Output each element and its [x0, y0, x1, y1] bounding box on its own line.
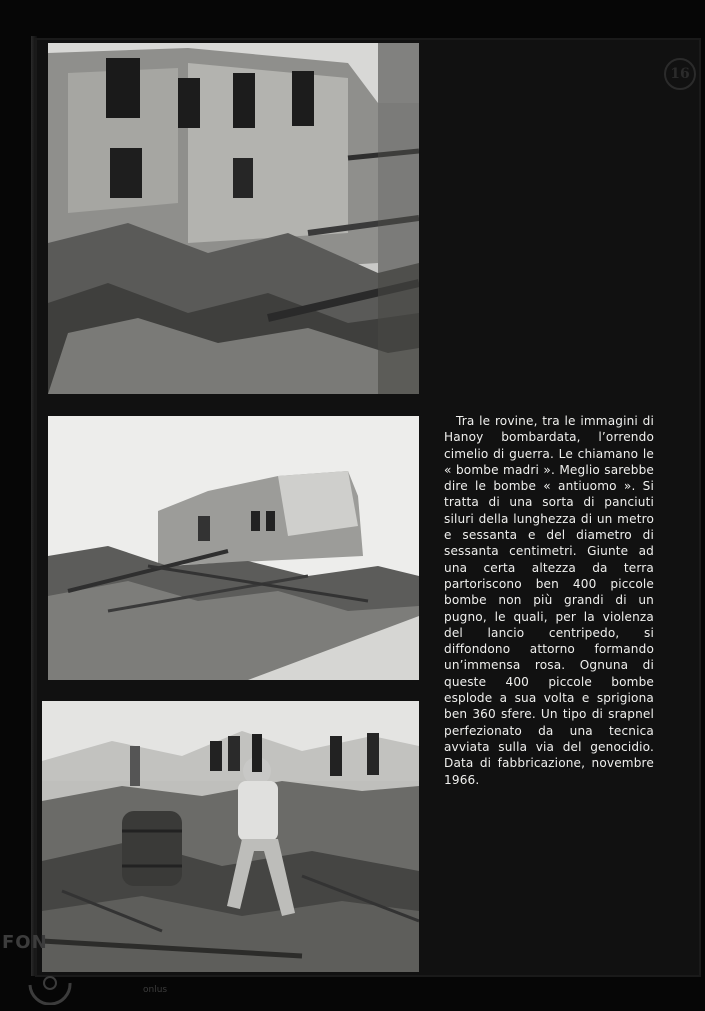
watermark-logo-icon: [26, 965, 74, 1005]
caption-text: Tra le rovine, tra le immagini di Hanoy bombardata, l’orrendo cimelio di guerra. Le chiamano le « bombe madri ». Meglio sarebbe dire le bombe « antiuomo ». Si tratta di una sorta di panciuti siluri della lunghezza di un metro e sessanta e del diametro di sessanta centimetri. Giunte ad una certa altezza da terra partoriscono ben 400 piccole bombe non più grandi di un pugno, le quali, per la violenza del lancio centripedo, si diffondono attorno formando un’immensa rosa. Ognuna di queste 400 piccole bombe esplode a sua volta e sprigiona ben 360 sfere. Un tipo di srapnel perfezionato da una tecnica avviata sulla via del genocidio. Data di fabbricazione, novembre 1966.: [444, 414, 654, 787]
photo-bombed-building: [48, 43, 419, 394]
watermark-label: FON: [2, 932, 48, 953]
watermark-subtitle: onlus: [143, 985, 168, 995]
photo-people-in-debris: [42, 701, 419, 972]
photo-collapsed-house: [48, 416, 419, 680]
page-number: 16: [664, 58, 696, 90]
